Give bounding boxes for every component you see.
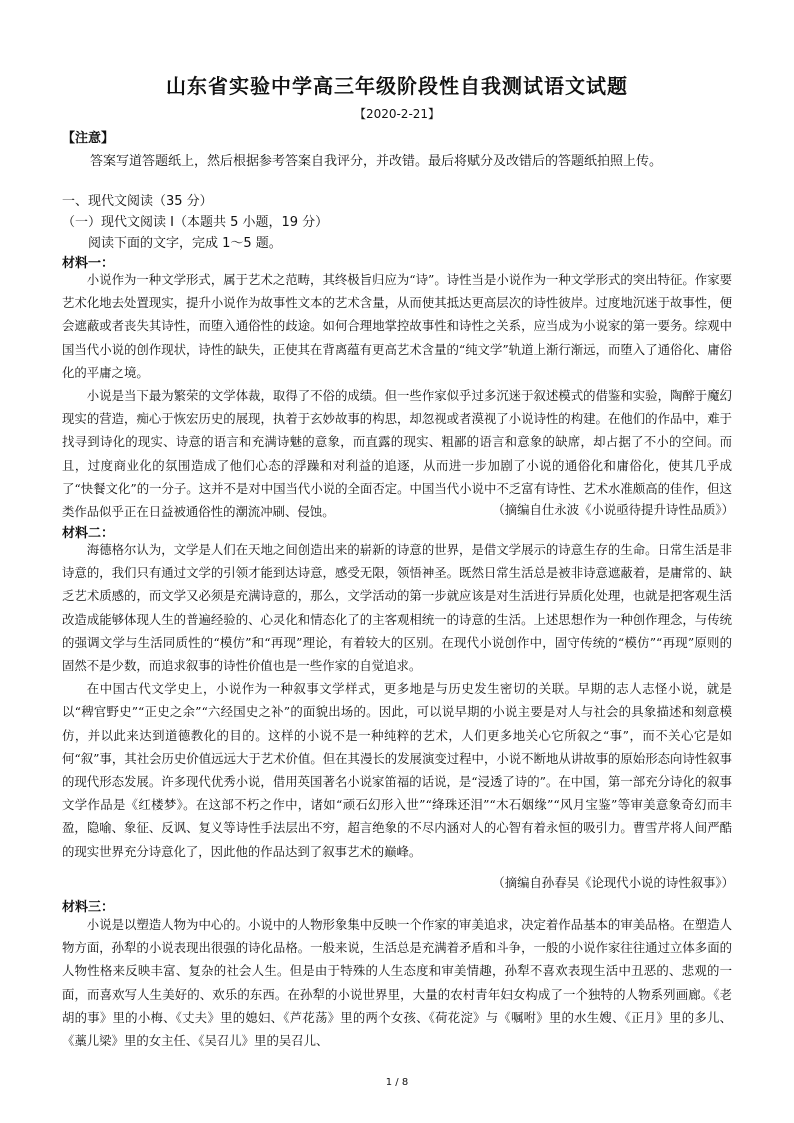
notice-label: 【注意】 — [62, 131, 115, 146]
page-number: 1 / 8 — [385, 1077, 409, 1088]
material-2-source: （摘编自孙春吴《论现代小说的诗性叙事》） — [492, 875, 734, 890]
material-1-source: （摘编自仕永波《小说亟待提升诗性品质》） — [492, 502, 734, 517]
paragraph: 小说是以塑造人物为中心的。小说中的人物形象集中反映一个作家的审美追求，决定着作品基本的审美品格。在塑造人物方面，孙犁的小说表现出很强的诗化品格。一般来说，生活总是充满着矛盾和斗争，一般的小说作家往往通过立体多面的人物性格来反映丰富、复杂的社会人生。但是由于特殊的人生态度和审美情趣，孙犁不喜欢表现生活中丑恶的、悲观的一面，而喜欢写人生美好的、欢乐的东西。在孙犁的小说世界里，大量的农村青年妇女构成了一个独特的人物系列画廊。《老胡的事》里的小梅、《丈夫》里的媳妇、《芦花荡》里的两个女孩、《荷花淀》与《嘱咐》里的水生嫂、《正月》里的多儿、《藁儿梁》里的女主任、《吴召儿》里的吴召儿、 — [62, 917, 732, 1049]
paragraph: 在中国古代文学史上，小说作为一种叙事文学样式，更多地是与历史发生密切的关联。早期的志人志怪小说，就是以“稗官野史”“正史之余”“六经国史之补”的面貌出场的。因此，可以说早期的小说主要是对人与社会的具象描述和刻意模仿，并以此来达到道德教化的目的。这样的小说不是一种纯粹的艺术，人们更多地关心它所叙之“事”，而不关心它是如何“叙”事，其社会历史价值远远大于艺术价值。但在其漫长的发展演变过程中，小说不断地从讲故事的原始形态向诗性叙事的现代形态发展。许多现代优秀小说，借用英国著名小说家笛福的话说，是“浸透了诗的”。在中国，第一部充分诗化的叙事文学作品是《红楼梦》。在这部不朽之作中，诸如“顽石幻形入世”“绛珠还泪”“木石姻缘”“风月宝鉴”等审美意象奇幻而丰盈，隐喻、象征、反讽、复义等诗性手法层出不穷，超言绝象的不尽内涵对人的心智有着永恒的吸引力。曹雪芹将人间严酷的现实世界充分诗意化了，因此他的作品达到了叙事艺术的巅峰。 — [62, 681, 732, 859]
reading-instruction: 阅读下面的文字，完成 1～5 题。 — [88, 236, 282, 251]
section-heading: 一、现代文阅读（35 分） — [62, 194, 213, 209]
paragraph: 小说作为一种文学形式，属于艺术之范畴，其终极旨归应为“诗”。诗性当是小说作为一种文学形式的突出特征。作家要艺术化地去处置现实，提升小说作为故事性文本的艺术含量，从而使其抵达更高层次的诗性彼岸。过度地沉迷于故事性，便会遮蔽或者丧失其诗性，而堕入通俗性的歧途。如何合理地掌控故事性和诗性之关系，应当成为小说家的第一要务。综观中国当代小说的创作现状，诗性的缺失，正使其在背离蕴有更高艺术含量的“纯文学”轨道上渐行渐远，而堕入了通俗化、庸俗化的平庸之境。 — [62, 272, 732, 380]
material-2-label: 材料二： — [62, 526, 115, 541]
sub-section-heading: （一）现代文阅读 I（本题共 5 小题，19 分） — [62, 215, 329, 230]
material-1-label: 材料一： — [62, 256, 115, 271]
page-title: 山东省实验中学高三年级阶段性自我测试语文试题 — [166, 74, 628, 98]
notice-text: 答案写道答题纸上，然后根据参考答案自我评分，并改错。最后将赋分及改错后的答题纸拍照上传。 — [90, 154, 663, 169]
paragraph: 海德格尔认为，文学是人们在天地之间创造出来的崭新的诗意的世界，是借文学展示的诗意生存的生命。日常生活是非诗意的，我们只有通过文学的引领才能到达诗意，感受无限，领悟神圣。既然日常生活总是被非诗意遮蔽着，是庸常的、缺乏艺术质感的，而文学又必须是充满诗意的，那么，文学活动的第一步就应该是对生活进行异质化处理，也就是把客观生活改造成能够体现人生的普遍经验的、心灵化和情态化了的主客观相统一的诗意的生活。上述思想作为一种创作理念，与传统的强调文学与生活同质性的“模仿”和“再现”理论，有着较大的区别。在现代小说创作中，固守传统的“模仿”“再现”原则的固然不是少数，而追求叙事的诗性价值也是一些作家的自觉追求。 — [62, 542, 732, 674]
material-3-text — [62, 913, 732, 1052]
exam-date: 【2020-2-21】 — [353, 107, 441, 121]
paragraph: 小说是当下最为繁荣的文学体裁，取得了不俗的成绩。但一些作家似乎过多沉迷于叙述模式的借鉴和实验，陶醉于魔幻现实的营造，痴心于恢宏历史的展现，执着于玄妙故事的构思，却忽视或者漠视了小说诗性的构建。在他们的作品中，难于找寻到诗化的现实、诗意的语言和充满诗魅的意象，而直露的现实、粗鄙的语言和意象的缺席，却占据了不小的空间。而且，过度商业化的氛围造成了他们心态的浮躁和对利益的追逐，从而进一步加剧了小说的通俗化和庸俗化，使其几乎成了“快餐文化”的一分子。这并不是对中国当代小说的全面否定。中国当代小说中不乏富有诗性、艺术水准颇高的佳作，但这类作品似乎正在日益被通俗性的潮流冲刷、侵蚀。 — [62, 388, 732, 520]
material-2-text — [62, 538, 732, 863]
material-3-label: 材料三： — [62, 900, 115, 915]
material-1-text — [62, 268, 732, 523]
